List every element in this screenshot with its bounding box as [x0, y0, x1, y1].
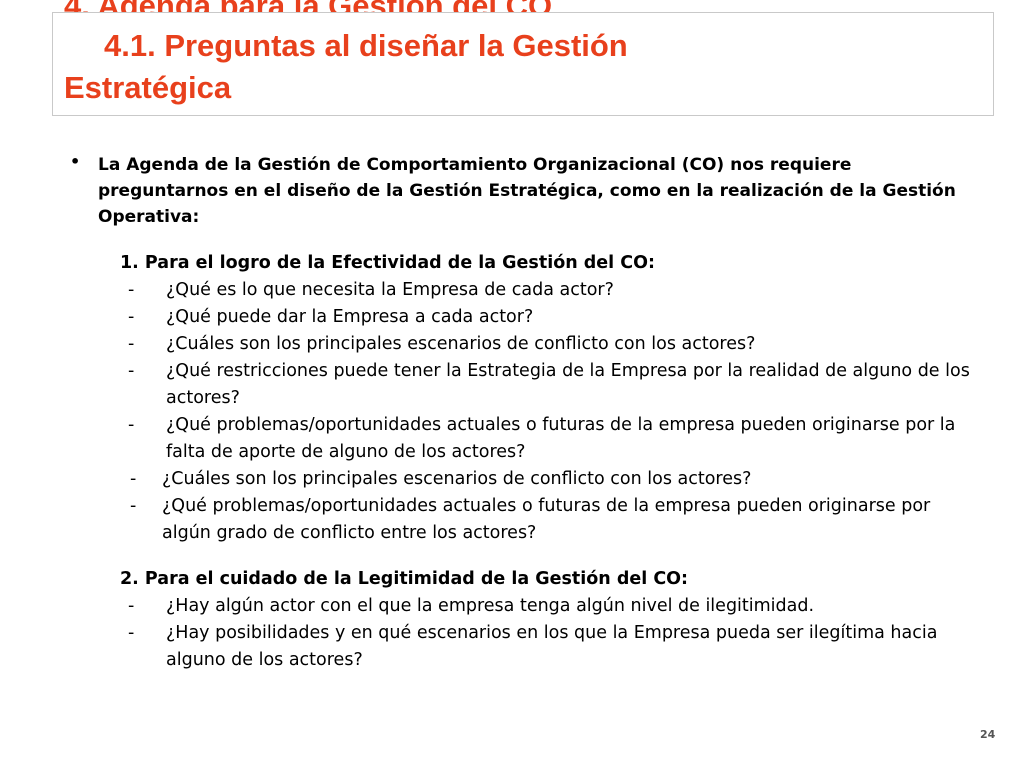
section-legitimacy — [120, 566, 980, 674]
dash-marker: - — [130, 469, 137, 489]
dash-marker: - — [130, 496, 137, 516]
dash-marker: - — [128, 623, 135, 643]
question-item — [120, 358, 980, 412]
page-number: 24 — [980, 728, 996, 741]
question-text: ¿Cuáles son los principales escenarios de conflicto con los actores? — [166, 334, 756, 354]
section-heading: 1. Para el logro de la Efectividad de la Gestión del CO: — [120, 253, 655, 273]
question-text: ¿Hay algún actor con el que la empresa tenga algún nivel de ilegitimidad. — [166, 596, 815, 616]
question-list — [120, 593, 980, 674]
question-text: ¿Qué problemas/oportunidades actuales o futuras de la empresa pueden originarse por la falta de aporte de alguno de los actores? — [166, 415, 956, 462]
question-text: ¿Hay posibilidades y en qué escenarios en los que la Empresa pueda ser ilegítima hacia alguno de los actores? — [166, 623, 938, 670]
slide-title-line-3: Estratégica — [64, 70, 232, 105]
question-item — [120, 620, 980, 674]
bullet-icon: • — [70, 152, 81, 171]
dash-marker: - — [128, 596, 135, 616]
question-item — [120, 593, 980, 620]
dash-marker: - — [128, 334, 135, 354]
question-item — [120, 331, 980, 358]
dash-marker: - — [128, 361, 135, 381]
section-heading: 2. Para el cuidado de la Legitimidad de la Gestión del CO: — [120, 569, 689, 589]
question-text: ¿Qué restricciones puede tener la Estrategia de la Empresa por la realidad de alguno de los actores? — [166, 361, 970, 408]
question-item — [120, 466, 980, 493]
dash-marker: - — [128, 415, 135, 435]
dash-marker: - — [128, 280, 135, 300]
question-text: ¿Qué puede dar la Empresa a cada actor? — [166, 307, 534, 327]
intro-bullet-block — [70, 152, 970, 230]
question-item — [120, 304, 980, 331]
dash-marker: - — [128, 307, 135, 327]
question-item — [120, 412, 980, 466]
question-text: ¿Cuáles son los principales escenarios de conflicto con los actores? — [162, 469, 752, 489]
section-effectiveness — [120, 250, 980, 547]
slide-title-line-2: 4.1. Preguntas al diseñar la Gestión — [104, 28, 628, 63]
question-item — [120, 493, 980, 547]
question-item — [120, 277, 980, 304]
question-list — [120, 277, 980, 547]
question-text: ¿Qué problemas/oportunidades actuales o futuras de la empresa pueden originarse por algún grado de conflicto entre los actores? — [162, 496, 931, 543]
intro-text: La Agenda de la Gestión de Comportamiento Organizacional (CO) nos requiere preguntarnos en el diseño de la Gestión Estratégica, como en la realización de la Gestión Operativa: — [98, 155, 956, 227]
question-text: ¿Qué es lo que necesita la Empresa de cada actor? — [166, 280, 614, 300]
